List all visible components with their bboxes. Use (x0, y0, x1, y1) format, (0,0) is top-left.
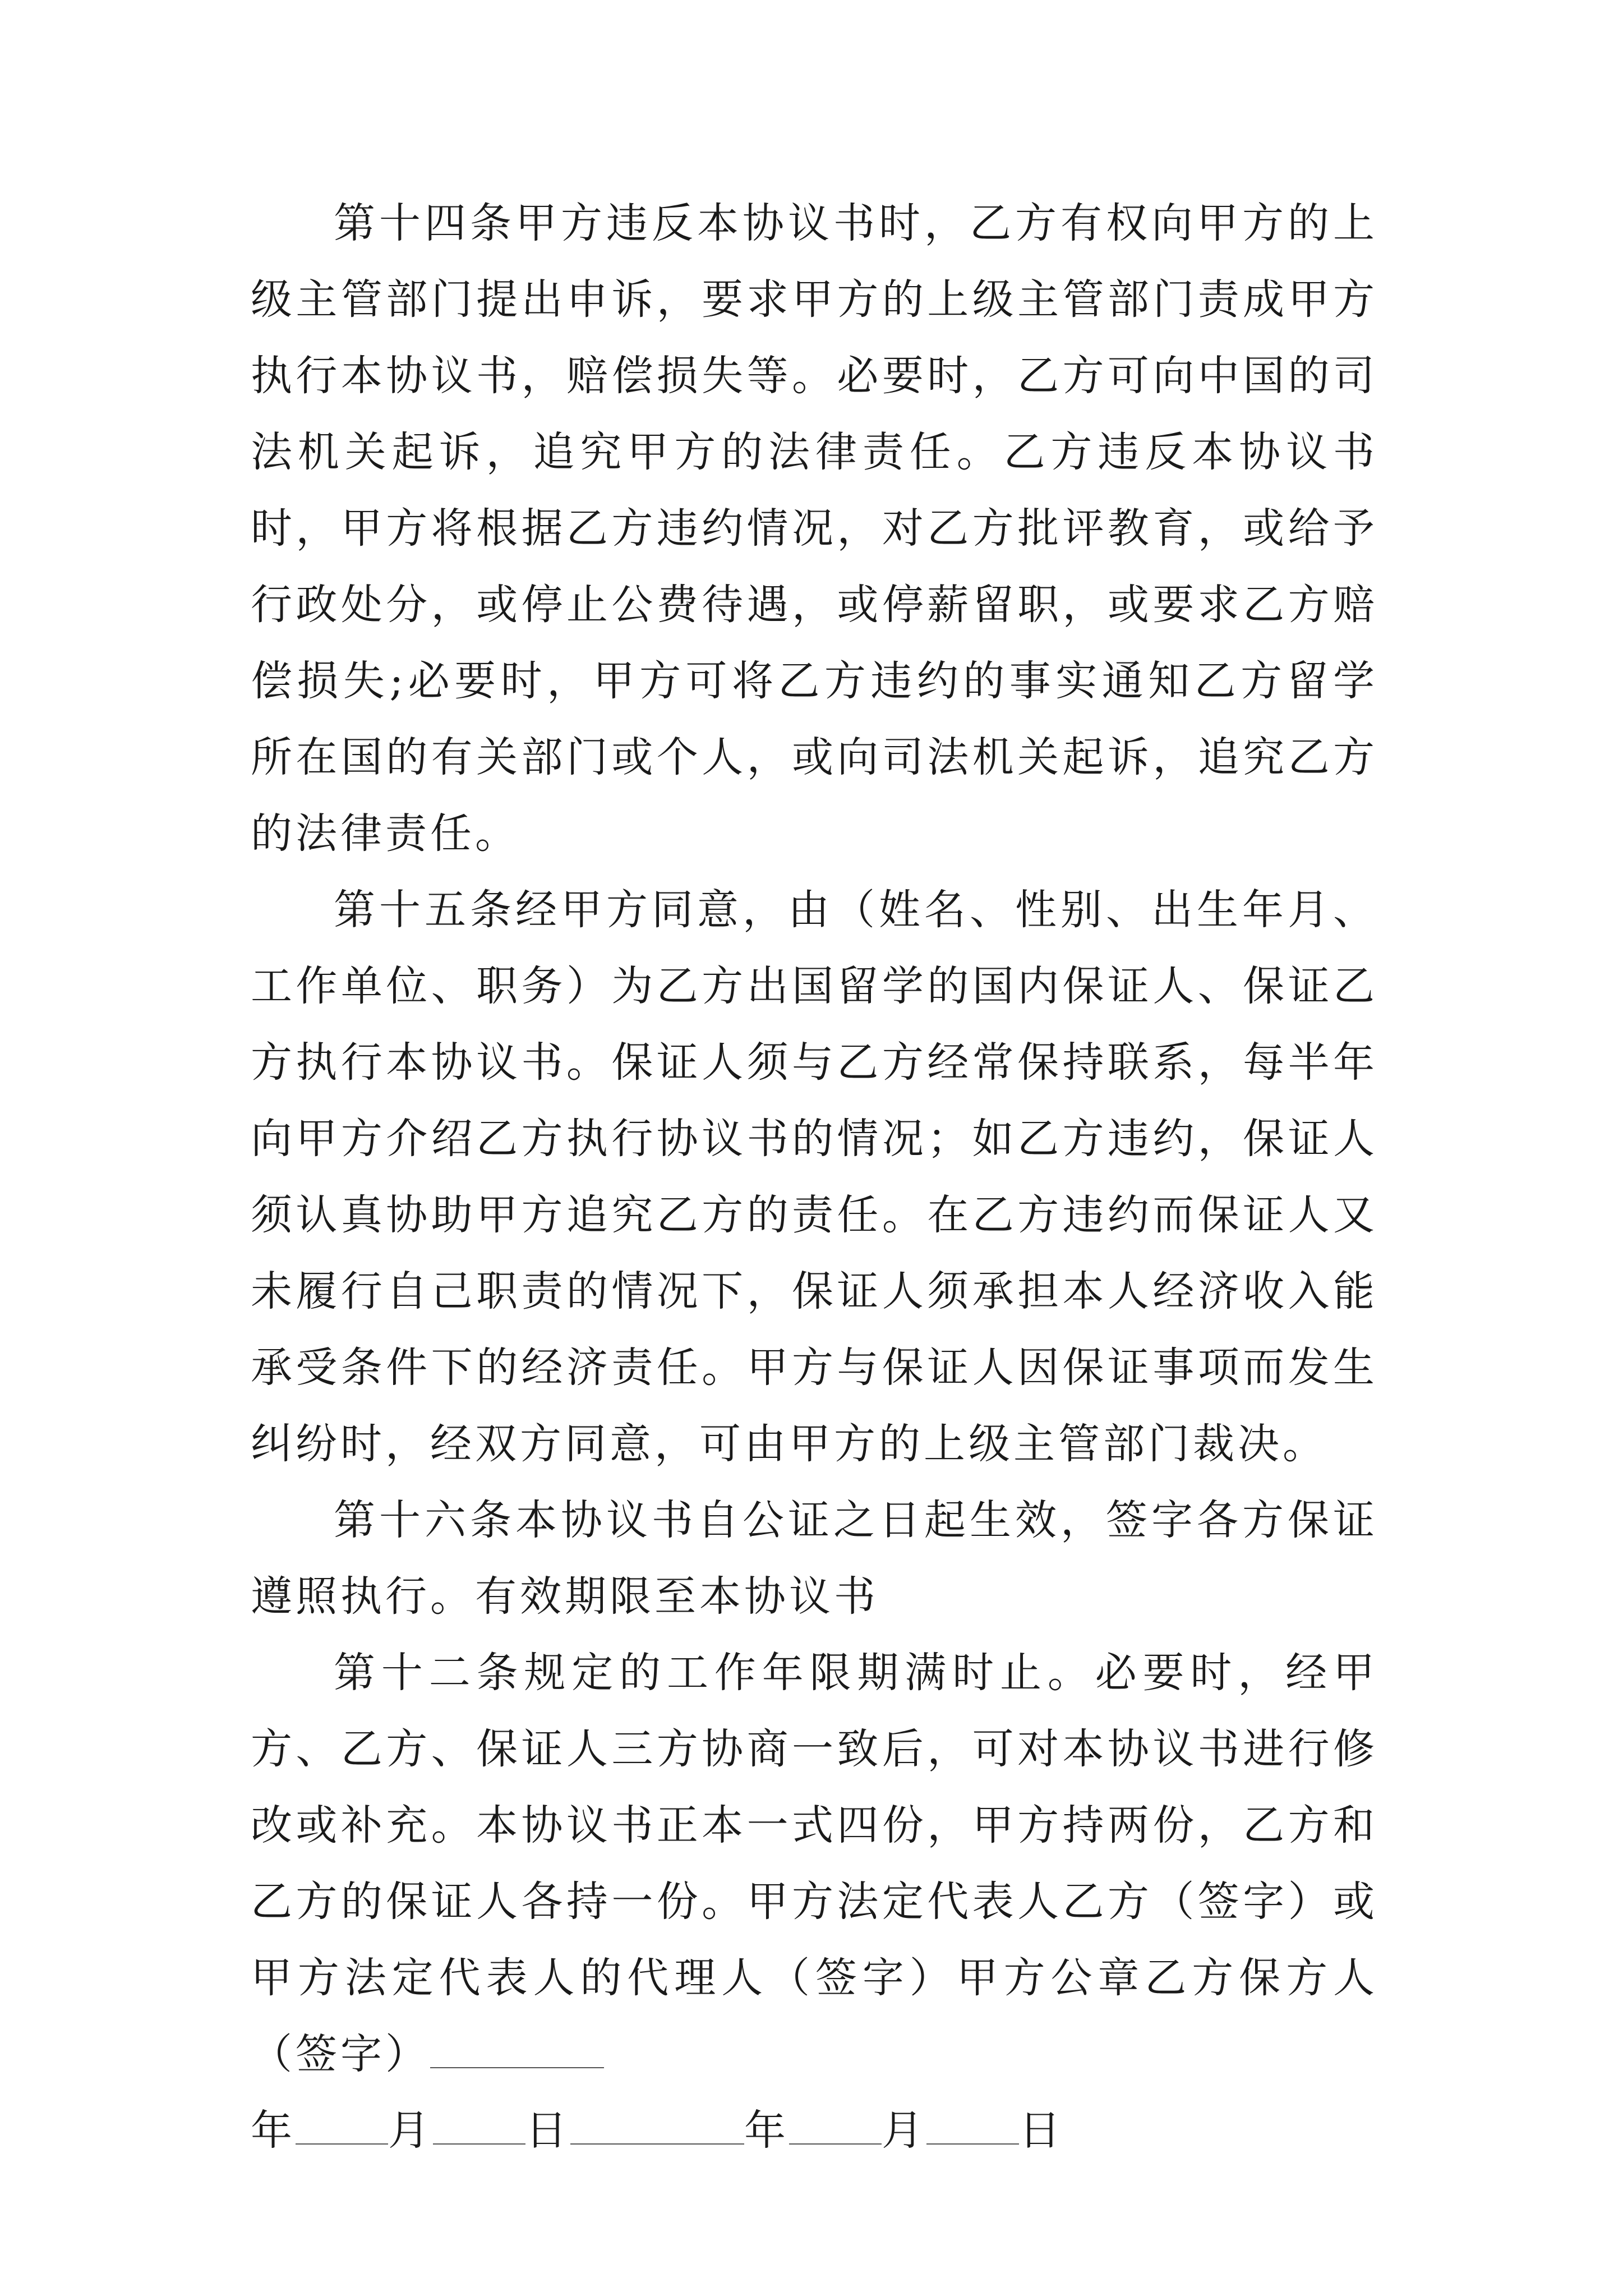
year-label-1: 年 (251, 2106, 296, 2155)
signature-blank (430, 2028, 604, 2068)
paragraph-article-12-reference (251, 1635, 1378, 2092)
document-page (251, 185, 1378, 2169)
day-blank-1 (433, 2104, 525, 2145)
signature-clause-text: 第十二条规定的工作年限期满时止。必要时，经甲方、乙方、保证人三方协商一致后，可对本协议书进行修改或补充。本协议书正本一式四份，甲方持两份，乙方和乙方的保证人各持一份。甲方法定代表人乙方（签字）或甲方法定代表人的代理人（签字）甲方公章乙方保方人（签字） (251, 1649, 1378, 2078)
month-blank-2 (789, 2104, 882, 2145)
year-blank-2 (570, 2104, 744, 2145)
paragraph-article-16: 第十六条本协议书自公证之日起生效，签字各方保证遵照执行。有效期限至本协议书 (251, 1496, 1378, 1621)
month-blank-1 (296, 2104, 388, 2145)
paragraph-article-14: 第十四条甲方违反本协议书时，乙方有权向甲方的上级主管部门提出申诉，要求甲方的上级主管部门责成甲方执行本协议书，赔偿损失等。必要时，乙方可向中国的司法机关起诉，追究甲方的法律责任。乙方违反本协议书时，甲方将根据乙方违约情况，对乙方批评教育，或给予行政处分，或停止公费待遇，或停薪留职，或要求乙方赔偿损失;必要时，甲方可将乙方违约的事实通知乙方留学所在国的有关部门或个人，或向司法机关起诉，追究乙方的法律责任。 (251, 199, 1378, 858)
year-label-2: 年 (744, 2106, 789, 2155)
day-label-2: 日 (1019, 2106, 1064, 2155)
day-label-1: 日 (525, 2106, 570, 2155)
month-label-2: 月 (882, 2106, 926, 2155)
month-label-1: 月 (388, 2106, 433, 2155)
paragraph-article-15: 第十五条经甲方同意，由（姓名、性别、出生年月、工作单位、职务）为乙方出国留学的国内保证人、保证乙方执行本协议书。保证人须与乙方经常保持联系，每半年向甲方介绍乙方执行协议书的情况；如乙方违约，保证人须认真协助甲方追究乙方的责任。在乙方违约而保证人又未履行自己职责的情况下，保证人须承担本人经济收入能承受条件下的经济责任。甲方与保证人因保证事项而发生纠纷时，经双方同意，可由甲方的上级主管部门裁决。 (251, 886, 1378, 1468)
date-line (251, 2092, 1378, 2169)
day-blank-2 (926, 2104, 1019, 2145)
